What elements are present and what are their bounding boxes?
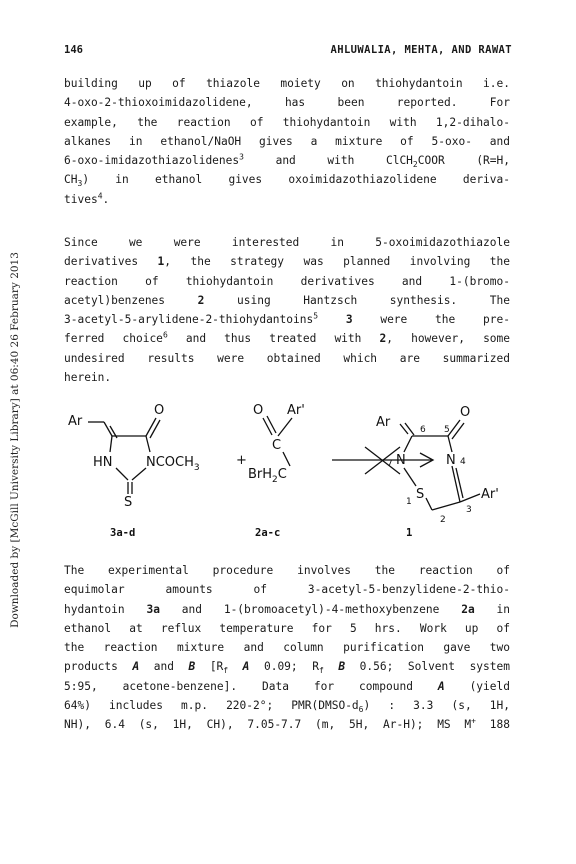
- page-number: 146: [64, 44, 83, 56]
- paragraph-intro: [64, 74, 510, 209]
- sulfur-label: S: [124, 495, 133, 510]
- oxygen-label: O: [154, 403, 165, 418]
- compound-label-1: 1: [406, 527, 413, 539]
- paragraph-strategy: [64, 233, 510, 387]
- text-line: example, the reaction of thiohydantoin with 1,2-dihalo-: [64, 115, 510, 129]
- text-line: 3-acetyl-5-arylidene-2-thiohydantoins$^5$ 3 were the pre-: [64, 311, 510, 327]
- carbonyl-carbon-label: C: [272, 438, 282, 453]
- ring-position-5: 5: [444, 425, 450, 435]
- aryl-group-label: Ar: [376, 415, 391, 430]
- text-line: 4-oxo-2-thioxoimidazolidene, has been reported. For: [64, 96, 510, 110]
- text-line: Since we were interested in 5-oxoimidazothiazole: [64, 236, 510, 249]
- text-line: ethanol at reflux temperature for 5 hrs. Work up of: [64, 621, 510, 635]
- text-line: undesired results were obtained which are summarized: [64, 351, 510, 365]
- text-line: alkanes in ethanol/NaOH gives a mixture of 5-oxo- and: [64, 134, 510, 148]
- ring-position-1: 1: [406, 497, 412, 507]
- text-line: equimolar amounts of 3-acetyl-5-benzylidene-2-thio-: [64, 583, 510, 597]
- nitrogen-label: N: [396, 453, 406, 468]
- ring-position-6: 6: [420, 425, 426, 435]
- text-line: hydantoin 3a and 1-(bromoacetyl)-4-methoxybenzene 2a in: [64, 602, 510, 616]
- ring-position-3: 3: [466, 505, 472, 515]
- aryl-prime-label: Ar': [287, 403, 305, 418]
- text-line: products A and B [$R_f$ A 0.09; $R_f$ B 0.56; Solvent system: [64, 660, 510, 676]
- reaction-scheme: [60, 382, 520, 552]
- text-line: tives$^4$.: [64, 191, 110, 206]
- text-line: the reaction mixture and column purification gave two: [64, 641, 510, 655]
- paragraph-experimental: [64, 561, 510, 735]
- download-watermark: [4, 230, 26, 650]
- page-header: [64, 44, 512, 60]
- text-line: ferred choice$^6$ and thus treated with 2, however, some: [64, 330, 511, 346]
- running-head: AHLUWALIA, MEHTA, AND RAWAT: [330, 44, 512, 56]
- ring-position-2: 2: [440, 515, 446, 525]
- compound-label-2: 2a-c: [255, 527, 281, 539]
- text-line: The experimental procedure involves the reaction of: [64, 564, 510, 577]
- ring-position-7: 7: [387, 459, 393, 469]
- download-watermark-text: Downloaded by [McGill University Library] at 06:40 26 February 2013: [9, 252, 21, 628]
- aryl-prime-label: Ar': [481, 487, 499, 502]
- text-line: reaction of thiohydantoin derivatives and 1-(bromo-: [64, 274, 510, 288]
- text-line: 6-oxo-imidazothiazolidenes$^3$ and with ClCH$_2$COOR (R=H,: [64, 152, 510, 170]
- sulfur-label: S: [416, 487, 425, 502]
- text-line: 5:95, acetone-benzene]. Data for compound A (yield: [64, 679, 510, 693]
- text-line: acetyl)benzenes 2 using Hantzsch synthesis. The: [64, 293, 510, 307]
- compound-label-3: 3a-d: [110, 527, 136, 539]
- aryl-group-label: Ar: [68, 414, 83, 429]
- text-line: $CH_3$) in ethanol gives oxoimidazothiazolidene deriva-: [64, 173, 510, 189]
- oxygen-label: O: [460, 405, 471, 420]
- nh-label: HN: [93, 455, 113, 470]
- text-line: herein.: [64, 371, 112, 385]
- reaction-scheme-drawing: [60, 382, 520, 552]
- bromomethyl-label: BrH$_2$C: [248, 467, 287, 485]
- text-line: derivatives 1, the strategy was planned involving the: [64, 255, 511, 269]
- text-line: building up of thiazole moiety on thiohydantoin i.e.: [64, 77, 510, 90]
- plus-sign: +: [236, 453, 247, 468]
- text-line: NH), 6.4 (s, 1H, CH), 7.05-7.7 (m, 5H, Ar-H); MS M+ 188: [64, 716, 510, 732]
- acetyl-n-label: $NCOCH_3$: [146, 455, 200, 473]
- oxygen-label: O: [253, 403, 264, 418]
- ring-position-4: 4: [460, 457, 466, 467]
- nitrogen-label: N: [446, 453, 456, 468]
- text-line: 64%) includes m.p. 220-2°; $PMR(DMSO-d_6)$ : 3.3 (s, 1H,: [64, 699, 510, 715]
